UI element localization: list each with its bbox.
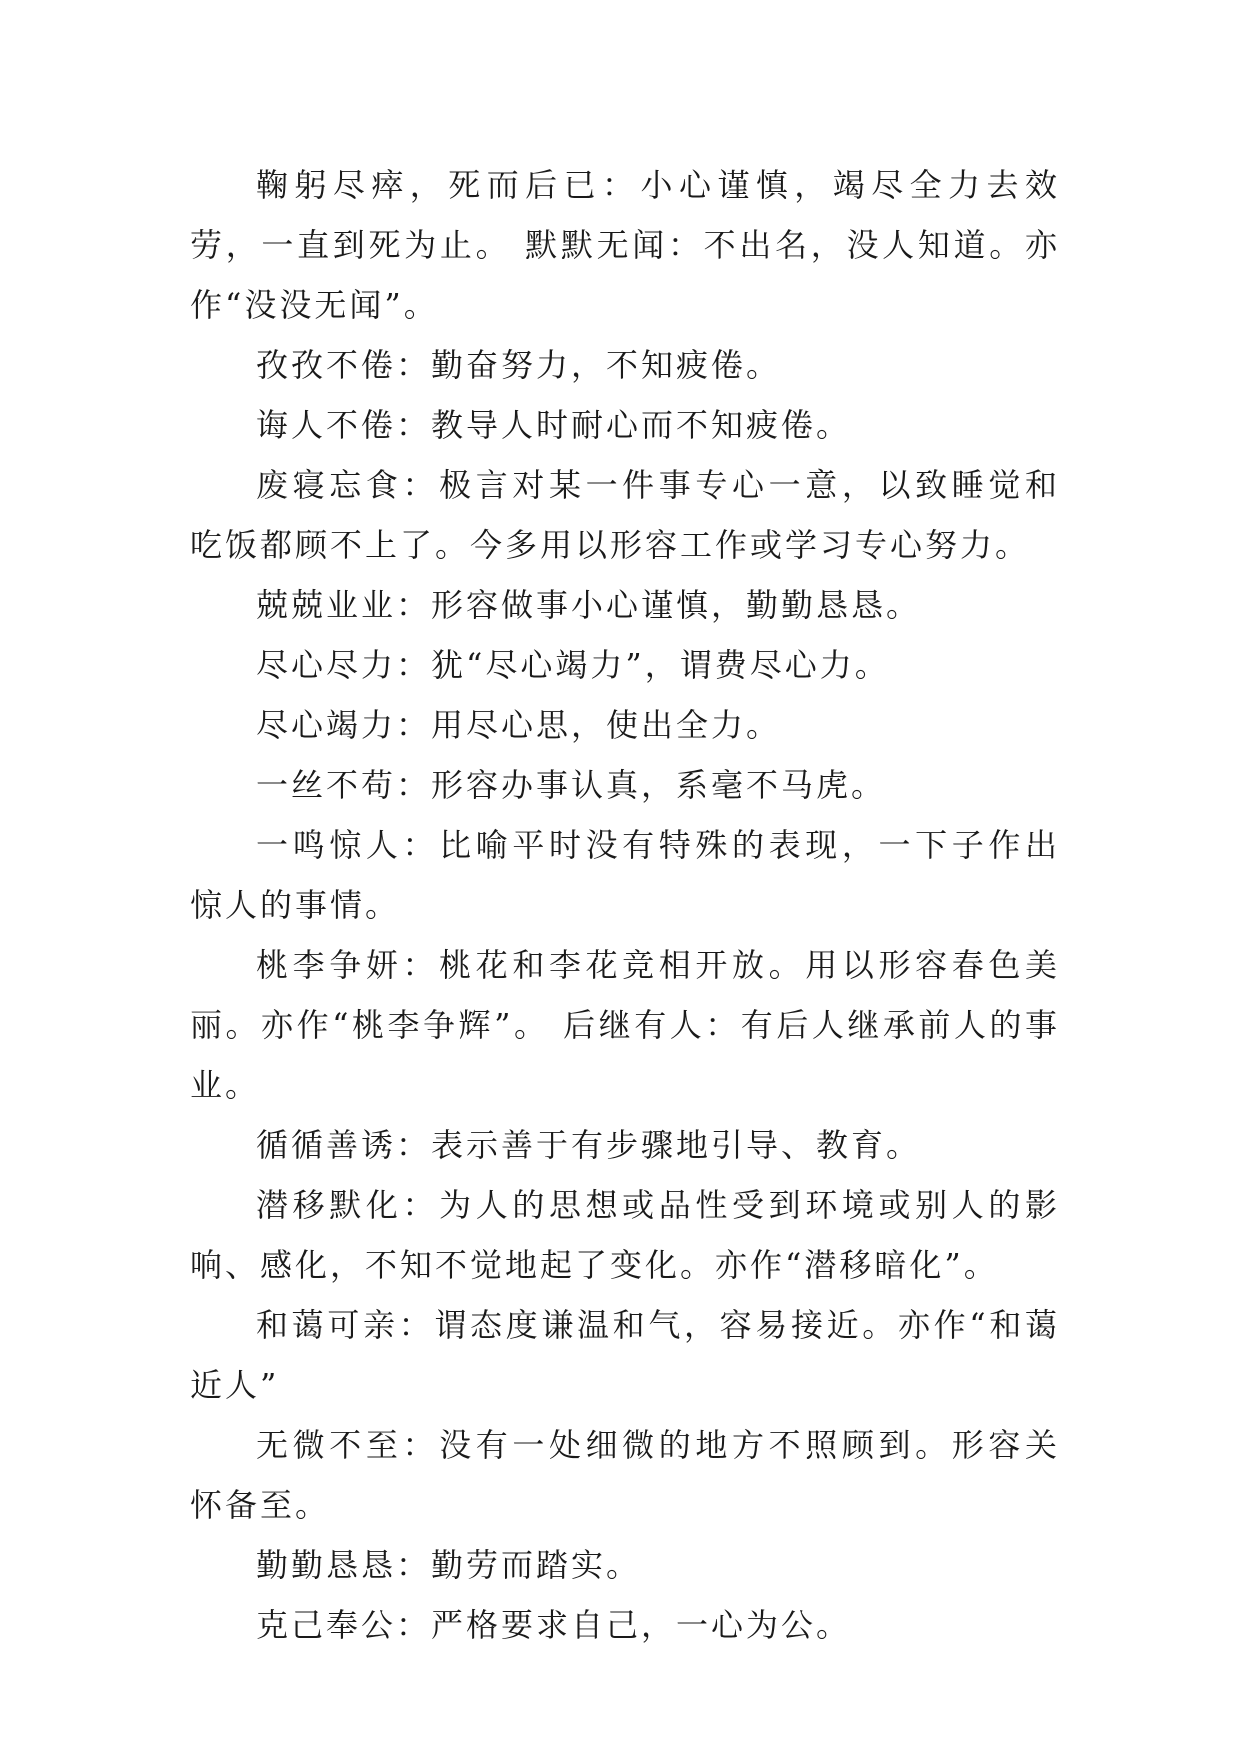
paragraph: 尽心竭力：用尽心思，使出全力。 [256,706,782,744]
paragraph: 一丝不苟：形容办事认真，系毫不马虎。 [256,766,887,804]
paragraph: 兢兢业业：形容做事小心谨慎，勤勤恳恳。 [256,586,922,624]
paragraph: 潜移默化：为人的思想或品性受到环境或别人的影响、感化，不知不觉地起了变化。亦作“潜移暗化”。 [190,1186,1060,1284]
paragraph: 循循善诱：表示善于有步骤地引导、教育。 [256,1126,922,1164]
paragraph: 勤勤恳恳：勤劳而踏实。 [256,1546,642,1584]
paragraph: 孜孜不倦：勤奋努力，不知疲倦。 [256,346,782,384]
paragraph: 和蔼可亲：谓态度谦温和气，容易接近。亦作“和蔼近人” [190,1306,1060,1404]
paragraph: 一鸣惊人：比喻平时没有特殊的表现，一下子作出惊人的事情。 [190,826,1060,924]
paragraph: 无微不至：没有一处细微的地方不照顾到。形容关怀备至。 [190,1426,1060,1524]
paragraph: 废寝忘食：极言对某一件事专心一意，以致睡觉和吃饭都顾不上了。今多用以形容工作或学习专心努力。 [190,466,1060,564]
paragraph: 桃李争妍：桃花和李花竞相开放。用以形容春色美丽。亦作“桃李争辉”。 后继有人：有后人继承前人的事业。 [190,946,1060,1104]
paragraph: 鞠躬尽瘁，死而后已：小心谨慎，竭尽全力去效劳，一直到死为止。 默默无闻：不出名，没人知道。亦作“没没无闻”。 [190,166,1060,324]
paragraph: 尽心尽力：犹“尽心竭力”，谓费尽心力。 [256,646,890,684]
paragraph: 克己奉公：严格要求自己，一心为公。 [256,1606,852,1644]
document-body [190,155,1060,1655]
paragraph: 诲人不倦：教导人时耐心而不知疲倦。 [256,406,852,444]
